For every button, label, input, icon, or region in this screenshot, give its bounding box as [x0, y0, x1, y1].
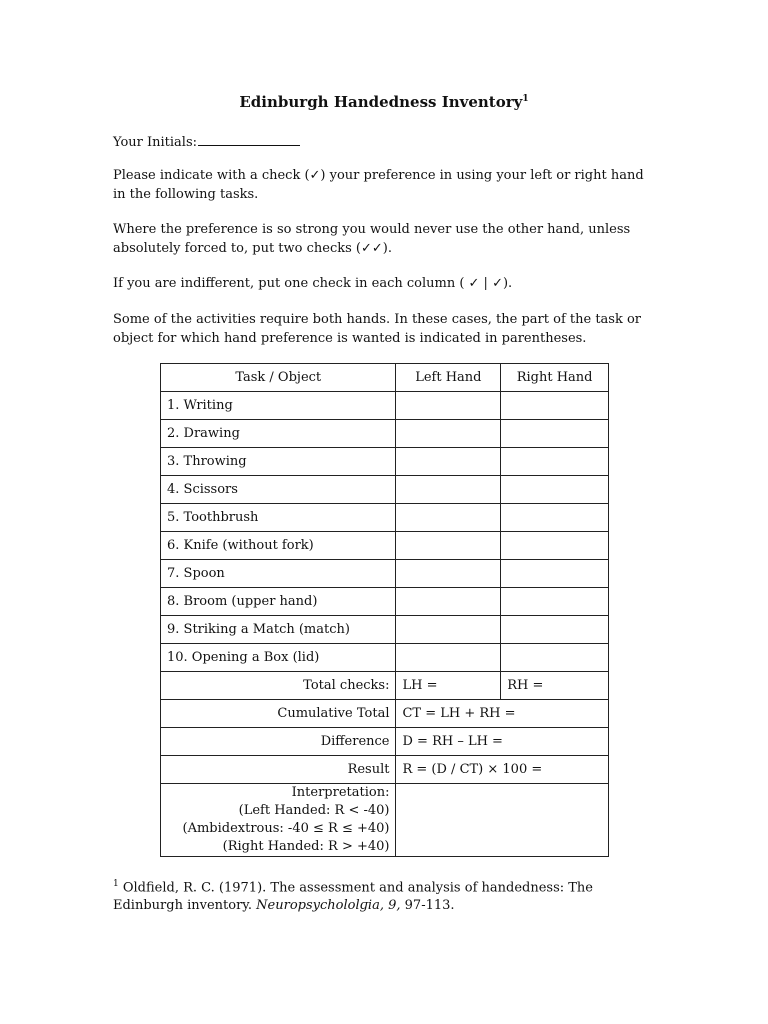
interpretation-key — [161, 784, 396, 857]
cumulative-total-row — [161, 700, 609, 728]
header-right-hand: Right Hand — [501, 364, 609, 392]
left-hand-cell[interactable] — [396, 504, 501, 532]
instruction-both-hands: Some of the activities require both hands. In these cases, the part of the task or object for which hand preference is wanted is indicated in parentheses. — [113, 312, 642, 346]
page-title — [0, 93, 768, 111]
right-hand-cell[interactable] — [501, 476, 609, 504]
table-row — [161, 420, 609, 448]
right-hand-cell[interactable] — [501, 448, 609, 476]
interpretation-answer-cell[interactable] — [396, 784, 609, 857]
right-hand-cell[interactable] — [501, 616, 609, 644]
table-row — [161, 588, 609, 616]
interpretation-right: (Right Handed: R > +40) — [222, 839, 390, 854]
footnote-journal: Neuropsychololɡia, 9, — [256, 898, 401, 914]
footnote-mark: 1 — [113, 879, 119, 889]
cumulative-total-formula[interactable]: CT = LH + RH = — [396, 700, 609, 728]
header-task: Task / Object — [161, 364, 396, 392]
task-label: 2. Drawing — [161, 420, 396, 448]
title-footnote-mark: 1 — [522, 94, 529, 104]
total-rh-cell[interactable]: RH = — [501, 672, 609, 700]
task-label: 5. Toothbrush — [161, 504, 396, 532]
right-hand-cell[interactable] — [501, 644, 609, 672]
table-row — [161, 392, 609, 420]
table-row — [161, 504, 609, 532]
task-label: 9. Striking a Match (match) — [161, 616, 396, 644]
total-lh-cell[interactable]: LH = — [396, 672, 501, 700]
interpretation-heading: Interpretation: — [291, 785, 390, 800]
footnote — [113, 875, 653, 915]
left-hand-cell[interactable] — [396, 560, 501, 588]
left-hand-cell[interactable] — [396, 448, 501, 476]
footnote-text: Oldfield, R. C. (1971). The assessment and analysis of handedness: The Edinburgh inventory. — [113, 880, 593, 914]
left-hand-cell[interactable] — [396, 476, 501, 504]
interpretation-left: (Left Handed: R < -40) — [238, 803, 390, 818]
task-label: 4. Scissors — [161, 476, 396, 504]
task-label: 1. Writing — [161, 392, 396, 420]
instruction-two-checks: Where the preference is so strong you would never use the other hand, unless absolutely forced to, put two checks (✓✓). — [113, 222, 631, 256]
difference-row — [161, 728, 609, 756]
left-hand-cell[interactable] — [396, 644, 501, 672]
right-hand-cell[interactable] — [501, 420, 609, 448]
table-row — [161, 644, 609, 672]
right-hand-cell[interactable] — [501, 588, 609, 616]
interpretation-ambidextrous: (Ambidextrous: -40 ≤ R ≤ +40) — [182, 821, 390, 836]
interpretation-row — [161, 784, 609, 857]
title-text: Edinburgh Handedness Inventory — [239, 93, 523, 111]
table-row — [161, 448, 609, 476]
task-label: 7. Spoon — [161, 560, 396, 588]
table-row — [161, 532, 609, 560]
total-checks-label: Total checks: — [161, 672, 396, 700]
result-row — [161, 756, 609, 784]
footnote-pages: 97-113. — [400, 898, 455, 914]
left-hand-cell[interactable] — [396, 588, 501, 616]
task-label: 10. Opening a Box (lid) — [161, 644, 396, 672]
table-row — [161, 560, 609, 588]
result-label: Result — [161, 756, 396, 784]
header-left-hand: Left Hand — [396, 364, 501, 392]
table-header-row — [161, 364, 609, 392]
total-checks-row — [161, 672, 609, 700]
left-hand-cell[interactable] — [396, 420, 501, 448]
right-hand-cell[interactable] — [501, 392, 609, 420]
left-hand-cell[interactable] — [396, 616, 501, 644]
task-label: 3. Throwing — [161, 448, 396, 476]
left-hand-cell[interactable] — [396, 392, 501, 420]
result-formula[interactable]: R = (D / CT) × 100 = — [396, 756, 609, 784]
right-hand-cell[interactable] — [501, 504, 609, 532]
right-hand-cell[interactable] — [501, 560, 609, 588]
initials-label: Your Initials: — [113, 135, 198, 150]
instruction-check: Please indicate with a check (✓) your preference in using your left or right hand in the following tasks. — [113, 168, 644, 202]
task-label: 8. Broom (upper hand) — [161, 588, 396, 616]
right-hand-cell[interactable] — [501, 532, 609, 560]
difference-formula[interactable]: D = RH – LH = — [396, 728, 609, 756]
task-label: 6. Knife (without fork) — [161, 532, 396, 560]
initials-field — [113, 133, 300, 150]
initials-blank-line[interactable] — [198, 133, 300, 146]
table-row — [161, 476, 609, 504]
instruction-indifferent: If you are indifferent, put one check in each column ( ✓ | ✓). — [113, 276, 513, 291]
left-hand-cell[interactable] — [396, 532, 501, 560]
difference-label: Difference — [161, 728, 396, 756]
cumulative-total-label: Cumulative Total — [161, 700, 396, 728]
handedness-table — [160, 363, 609, 857]
table-row — [161, 616, 609, 644]
